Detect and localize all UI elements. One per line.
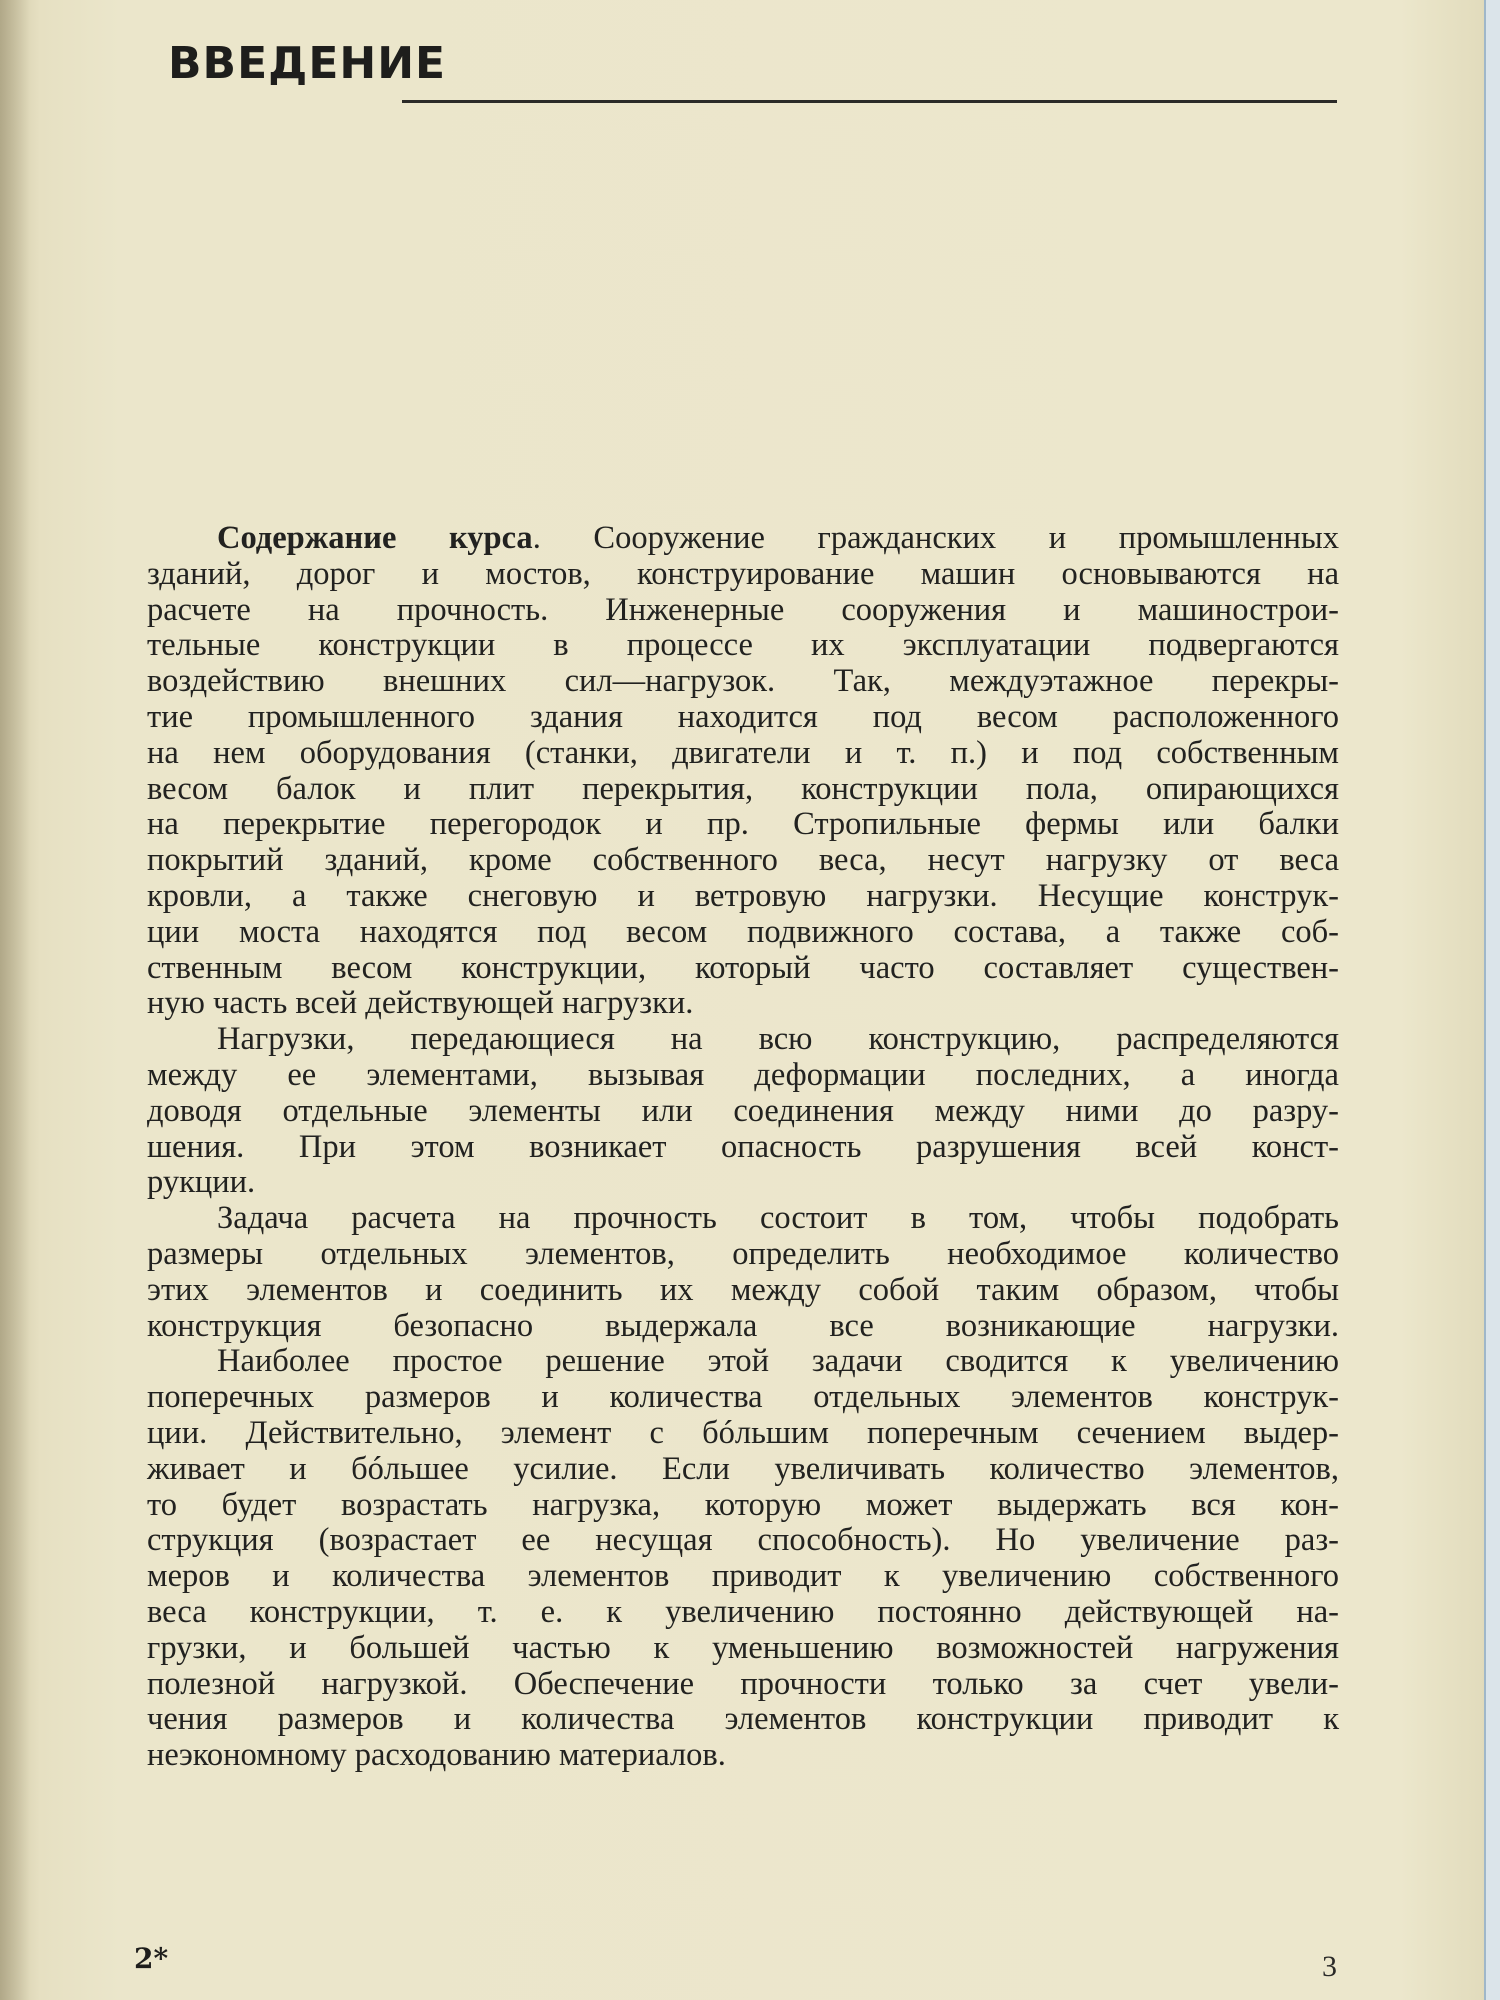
text-line: чения размеров и количества элементов конструкции приводит к <box>147 1701 1339 1738</box>
text-line: Нагрузки, передающиеся на всю конструкцию, распределяются <box>217 1021 1339 1058</box>
text-line: ции моста находятся под весом подвижного состава, а также соб- <box>147 913 1339 950</box>
chapter-heading: ВВЕДЕНИЕ <box>168 38 447 89</box>
text-line: тельные конструкции в процессе их эксплуатации подвергаются <box>147 627 1339 664</box>
text-line: весом балок и плит перекрытия, конструкции пола, опирающихся <box>147 770 1339 807</box>
text-line: поперечных размеров и количества отдельных элементов конструк- <box>147 1379 1339 1416</box>
text-line: веса конструкции, т. е. к увеличению постоянно действующей на- <box>147 1593 1339 1630</box>
text-line: доводя отдельные элементы или соединения между ними до разру- <box>147 1092 1339 1129</box>
text-line: кровли, а также снеговую и ветровую нагрузки. Несущие конструк- <box>147 877 1339 914</box>
text-line: между ее элементами, вызывая деформации последних, а иногда <box>147 1056 1339 1093</box>
paragraph-course-content <box>147 521 1339 1022</box>
paragraph-loads <box>147 1022 1339 1201</box>
paragraph-strength-task <box>147 1201 1339 1344</box>
text-line: этих элементов и соединить их между собой таким образом, чтобы <box>147 1271 1339 1308</box>
text-line: живает и бóльшее усилие. Если увеличивать количество элементов, <box>147 1450 1339 1487</box>
text-line: на перекрытие перегородок и пр. Стропильные фермы или балки <box>147 806 1339 843</box>
text-line: Задача расчета на прочность состоит в том, чтобы подобрать <box>217 1200 1339 1237</box>
text-line: расчете на прочность. Инженерные сооружения и машинострои- <box>147 591 1339 628</box>
text-line: покрытий зданий, кроме собственного веса, несут нагрузку от веса <box>147 842 1339 879</box>
text-line: размеры отдельных элементов, определить необходимое количество <box>147 1235 1339 1272</box>
heading-rule <box>402 100 1337 103</box>
text-line: меров и количества элементов приводит к увеличению собственного <box>147 1558 1339 1595</box>
text-line: конструкция безопасно выдержала все возникающие нагрузки. <box>147 1307 1339 1344</box>
text-line: Содержание курса. Сооружение гражданских и промышленных <box>217 520 1339 556</box>
text-line: струкция (возрастает ее несущая способность). Но увеличение раз- <box>147 1522 1339 1559</box>
text-line: тие промышленного здания находится под весом расположенного <box>147 698 1339 735</box>
body-text <box>147 521 1339 1774</box>
spine-shadow <box>0 0 30 2000</box>
text-line: неэкономному расходованию материалов. <box>147 1737 726 1774</box>
text-line: то будет возрастать нагрузка, которую может выдержать вся кон- <box>147 1486 1339 1523</box>
text-line: шения. При этом возникает опасность разрушения всей конст- <box>147 1128 1339 1165</box>
adjacent-notebook-edge <box>1484 0 1500 2000</box>
paragraph-simple-solution <box>147 1344 1339 1774</box>
text-line: ции. Действительно, элемент с бóльшим поперечным сечением выдер- <box>147 1414 1339 1451</box>
text-line: ную часть всей действующей нагрузки. <box>147 985 694 1022</box>
text-line: на нем оборудования (станки, двигатели и т. п.) и под собственным <box>147 734 1339 771</box>
text-line: воздействию внешних сил—нагрузок. Так, междуэтажное перекры- <box>147 663 1339 700</box>
text-line: Наиболее простое решение этой задачи сводится к увеличению <box>217 1343 1339 1380</box>
text-line: полезной нагрузкой. Обеспечение прочности только за счет увели- <box>147 1665 1339 1702</box>
text-line: ственным весом конструкции, который часто составляет существен- <box>147 949 1339 986</box>
run-in-heading: Содержание курса <box>217 520 533 556</box>
text-line: зданий, дорог и мостов, конструирование машин основываются на <box>147 555 1339 592</box>
text-line: рукции. <box>147 1164 256 1201</box>
page-number: 3 <box>1322 1950 1337 1983</box>
text-line: грузки, и большей частью к уменьшению возможностей нагружения <box>147 1629 1339 1666</box>
signature-mark: 2* <box>134 1942 169 1975</box>
